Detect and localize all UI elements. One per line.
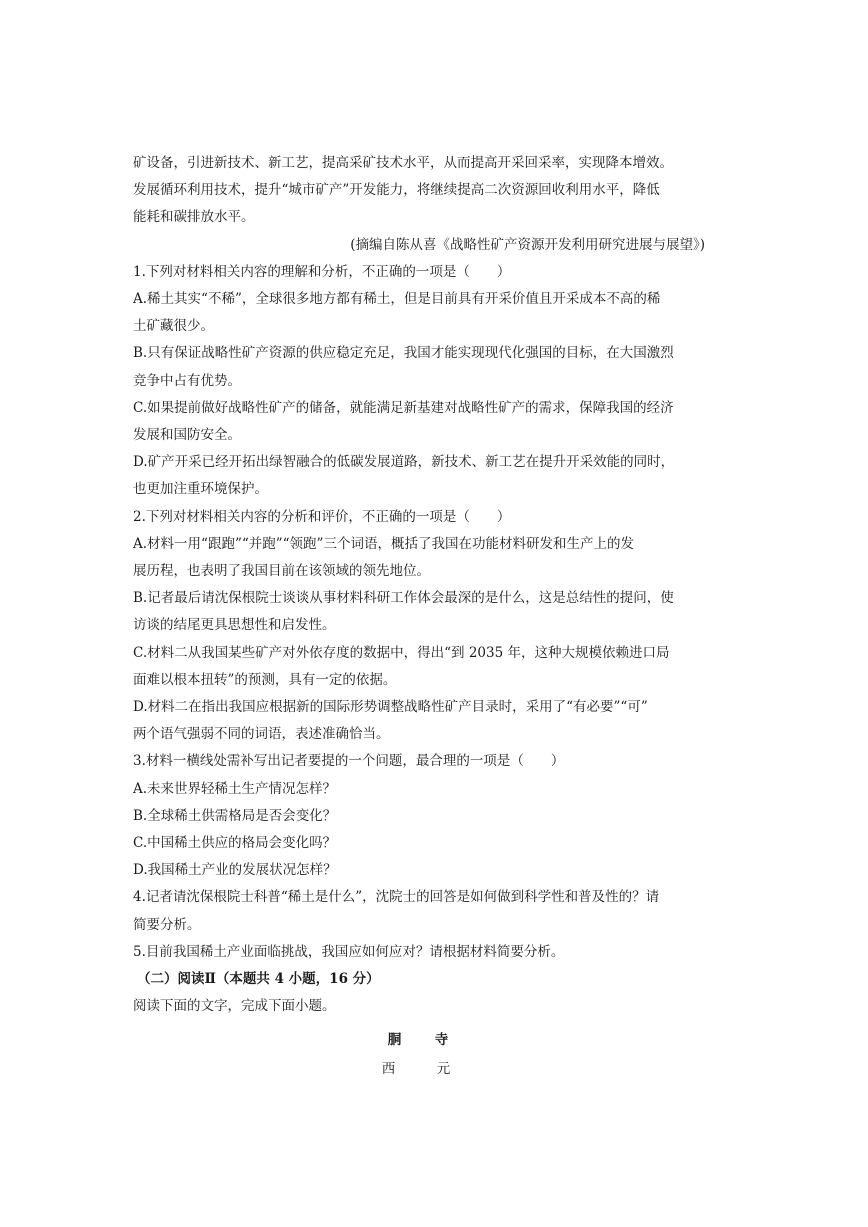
option-d: D.材料二在指出我国应根据新的国际形势调整战略性矿产目录时，采用了“有必要”“可”: [133, 699, 648, 716]
option-b-cont: 竞争中占有优势。: [133, 372, 241, 389]
question-stem: 4.记者请沈保根院士科普“稀土是什么”，沈院士的回答是如何做到科学性和普及性的？请: [133, 889, 660, 906]
option-c: C.中国稀土供应的格局会变化吗？: [133, 835, 337, 852]
intro-line: 能耗和碳排放水平。: [133, 209, 255, 226]
option-a: A.未来世界轻稀土生产情况怎样？: [133, 780, 337, 797]
option-a: A.稀土其实“不稀”，全球很多地方都有稀土，但是目前具有开采价值且开采成本不高的稀: [133, 291, 661, 308]
question-1: [133, 259, 713, 504]
question-3: [133, 748, 713, 884]
option-a: A.材料一用“跟跑”“并跑”“领跑”三个词语，概括了我国在功能材料研发和生产上的发: [133, 535, 634, 552]
option-c-cont: 发展和国防安全。: [133, 427, 241, 444]
question-stem: 1.下列对材料相关内容的理解和分析，不正确的一项是（ ）: [133, 263, 511, 280]
option-b: B.只有保证战略性矿产资源的供应稳定充足，我国才能实现现代化强国的目标，在大国激烈: [133, 345, 674, 362]
question-stem: 2.下列对材料相关内容的分析和评价，不正确的一项是（ ）: [133, 508, 511, 525]
section-instruction: 阅读下面的文字，完成下面小题。: [133, 998, 336, 1015]
option-c: C.如果提前做好战略性矿产的储备，就能满足新基建对战略性矿产的需求，保障我国的经济: [133, 399, 674, 416]
intro-line: 发展循环利用技术，提升“城市矿产”开发能力，将继续提高二次资源回收利用水平，降低: [133, 182, 660, 199]
source-note: (摘编自陈从喜《战略性矿产资源开发利用研究进展与展望》): [350, 236, 705, 253]
poem-author: 西 元: [381, 1060, 465, 1077]
section-heading: （二）阅读Ⅱ（本题共 4 小题，16 分）: [137, 971, 380, 988]
option-d-cont: 也更加注重环境保护。: [133, 481, 268, 498]
option-a-cont: 展历程，也表明了我国目前在该领域的领先地位。: [133, 563, 430, 580]
question-2: [133, 504, 713, 749]
question-stem: 5.目前我国稀土产业面临挑战，我国应如何应对？请根据材料简要分析。: [133, 943, 565, 960]
intro-line: 矿设备，引进新技术、新工艺，提高采矿技术水平，从而提高开采回采率，实现降本增效。: [133, 155, 673, 171]
option-b-cont: 访谈的结尾更具思想性和启发性。: [133, 617, 336, 634]
question-stem-cont: 简要分析。: [133, 916, 201, 933]
question-4: [133, 884, 713, 938]
option-d: D.矿产开采已经开拓出绿智融合的低碳发展道路，新技术、新工艺在提升开采效能的同时，: [133, 454, 675, 471]
intro-paragraph: [133, 150, 713, 232]
question-stem: 3.材料一横线处需补写出记者要提的一个问题，最合理的一项是（ ）: [133, 753, 565, 770]
question-5: [133, 939, 713, 966]
poem-title: 胴 寺: [387, 1031, 459, 1048]
option-b: B.记者最后请沈保根院士谈谈从事材料科研工作体会最深的是什么，这是总结性的提问，使: [133, 590, 674, 607]
option-c-cont: 面难以根本扭转”的预测，具有一定的依据。: [133, 671, 397, 688]
option-c: C.材料二从我国某些矿产对外依存度的数据中，得出“到 2035 年，这种大规模依赖进口局: [133, 644, 670, 661]
option-a-cont: 土矿藏很少。: [133, 318, 214, 335]
option-d-cont: 两个语气强弱不同的词语，表述准确恰当。: [133, 726, 390, 743]
option-b: B.全球稀土供需格局是否会变化？: [133, 807, 337, 824]
document-page: [133, 150, 713, 1083]
option-d: D.我国稀土产业的发展状况怎样？: [133, 862, 337, 879]
